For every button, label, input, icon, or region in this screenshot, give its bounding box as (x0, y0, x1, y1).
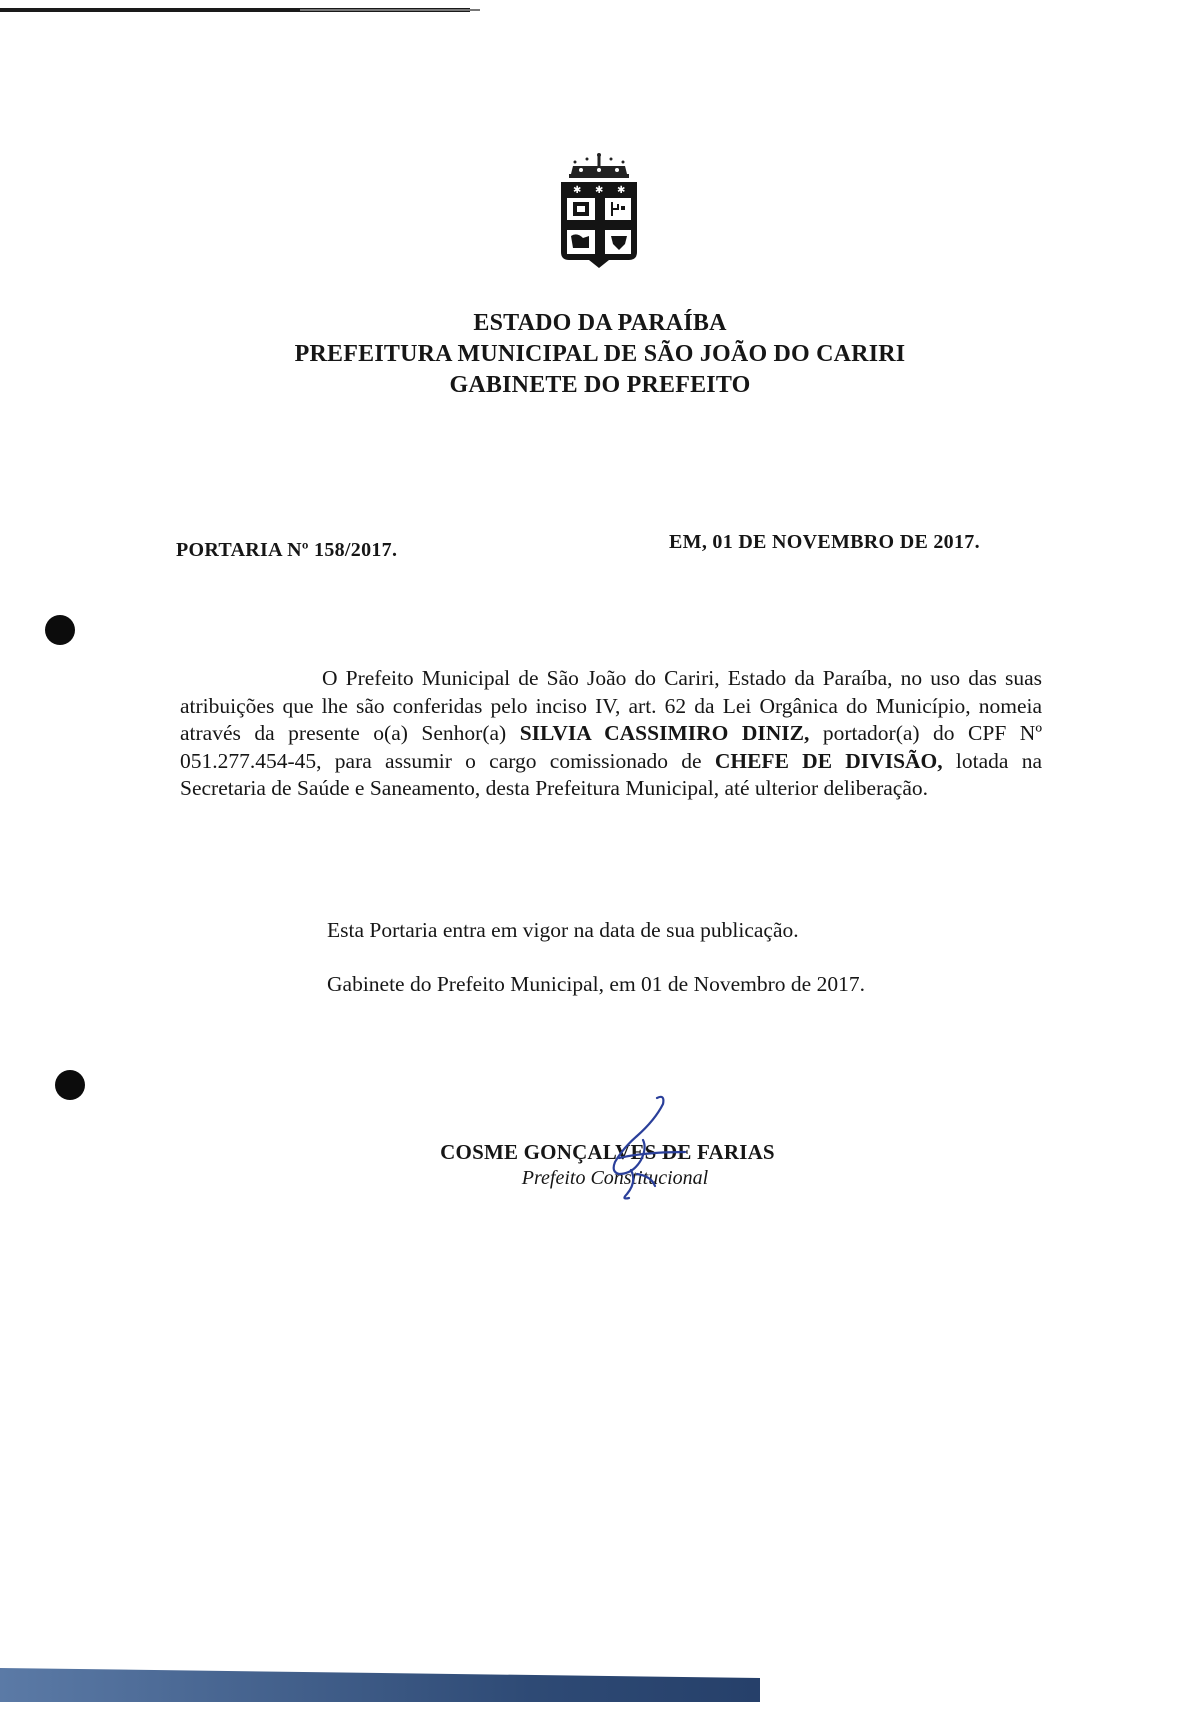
top-scan-rule-tail (300, 9, 480, 11)
appointed-position: CHEFE DE DIVISÃO, (714, 748, 943, 773)
svg-text:✱: ✱ (617, 185, 626, 196)
signer-role: Prefeito Constitucional (521, 1167, 709, 1189)
portaria-date: EM, 01 DE NOVEMBRO DE 2017. (669, 531, 980, 553)
body-part-2: portador(a) do CPF Nº 051.277.454-45, para assumir o cargo comissionado de (180, 721, 1042, 773)
punch-hole-top (45, 615, 75, 645)
issue-place-date: Gabinete do Prefeito Municipal, em 01 de Novembro de 2017. (327, 972, 865, 996)
document-header (0, 308, 1200, 401)
header-state: ESTADO DA PARAÍBA (473, 310, 727, 336)
coat-of-arms-icon (555, 152, 643, 272)
body-part-1: O Prefeito Municipal de São João do Cariri, Estado da Paraíba, no uso das suas atribuições que lhe são conferidas pelo inciso IV, art. 62 da Lei Orgânica do Município, nomeia através da presente o(a) Senhor(a) (180, 666, 1042, 745)
header-prefecture: PREFEITURA MUNICIPAL DE SÃO JOÃO DO CARIRI (294, 341, 906, 367)
signer-name: COSME GONÇALVES DE FARIAS (440, 1140, 775, 1164)
handwritten-signature (585, 1090, 695, 1200)
effective-clause: Esta Portaria entra em vigor na data de sua publicação. (327, 918, 799, 942)
svg-text:✱: ✱ (595, 185, 604, 196)
portaria-body (180, 665, 1042, 803)
svg-text:✱: ✱ (573, 185, 582, 196)
appointee-name: SILVIA CASSIMIRO DINIZ, (519, 721, 810, 745)
portaria-number: PORTARIA Nº 158/2017. (176, 539, 398, 561)
scan-edge-band (0, 1662, 760, 1702)
body-part-3: lotada na Secretaria de Saúde e Saneamento, desta Prefeitura Municipal, até ulterior deliberação. (180, 748, 1042, 800)
header-office: GABINETE DO PREFEITO (449, 372, 751, 398)
punch-hole-bottom (55, 1070, 85, 1100)
